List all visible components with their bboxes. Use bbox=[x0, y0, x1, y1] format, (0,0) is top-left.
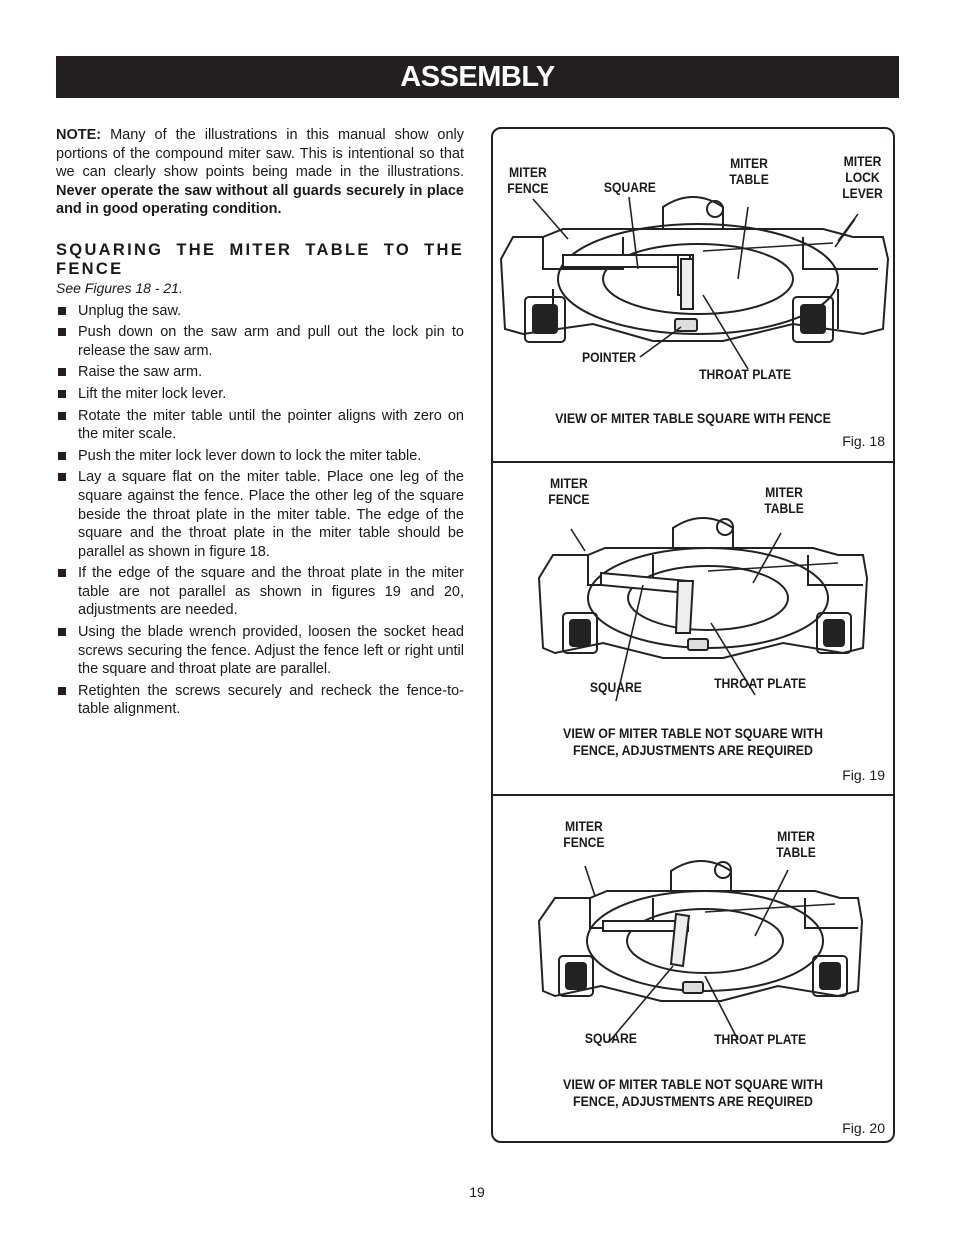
page-number: 19 bbox=[469, 1184, 485, 1200]
list-item: Rotate the miter table until the pointer aligns with zero on the miter scale. bbox=[56, 407, 464, 444]
miter-table-label: MITER TABLE bbox=[729, 156, 769, 187]
figure-caption: VIEW OF MITER TABLE NOT SQUARE WITH FENCE, ADJUSTMENTS ARE REQUIRED bbox=[563, 726, 823, 758]
list-item: Push the miter lock lever down to lock the miter table. bbox=[56, 447, 464, 466]
miter-lock-lever-label: MITER LOCK LEVER bbox=[842, 154, 883, 201]
figure-20-panel bbox=[493, 794, 893, 1145]
list-item: Lay a square flat on the miter table. Place one leg of the square against the fence. Place the other leg of the square beside the throat plate in the miter table. The edge of the square and the throat plate in the miter table should be parallel as shown in figure 18. bbox=[56, 468, 464, 561]
steps-list bbox=[56, 302, 464, 719]
instructions-column bbox=[56, 126, 464, 722]
square-label: SQUARE bbox=[584, 1031, 637, 1046]
list-item: Push down on the saw arm and pull out the lock pin to release the saw arm. bbox=[56, 323, 464, 360]
miter-fence-label: MITER FENCE bbox=[548, 476, 590, 507]
square-label: SQUARE bbox=[589, 680, 642, 695]
miter-fence-label: MITER FENCE bbox=[507, 165, 549, 196]
list-item: Unplug the saw. bbox=[56, 302, 464, 321]
banner-title: ASSEMBLY bbox=[400, 61, 555, 93]
figure-19-panel bbox=[493, 461, 893, 796]
figure-number: Fig. 20 bbox=[842, 1120, 885, 1136]
note-warning: Never operate the saw without all guards securely in place and in good operating condition. bbox=[56, 182, 464, 218]
figure-caption: VIEW OF MITER TABLE NOT SQUARE WITH FENCE, ADJUSTMENTS ARE REQUIRED bbox=[563, 1077, 823, 1109]
figure-caption: VIEW OF MITER TABLE SQUARE WITH FENCE bbox=[555, 411, 831, 426]
note-text: Many of the illustrations in this manual show only portions of the compound miter saw. This is intentional so that we can clearly show points being made in the illustrations. bbox=[56, 127, 464, 181]
note-label: NOTE: bbox=[56, 127, 102, 143]
pointer-label: POINTER bbox=[582, 350, 637, 365]
throat-plate-label: THROAT PLATE bbox=[714, 676, 807, 691]
list-item: If the edge of the square and the throat plate in the miter table are not parallel as shown in figures 19 and 20, adjustments are needed. bbox=[56, 564, 464, 620]
see-figures-reference: See Figures 18 - 21. bbox=[56, 279, 183, 296]
throat-plate-label: THROAT PLATE bbox=[714, 1032, 807, 1047]
figure-number: Fig. 19 bbox=[842, 767, 885, 783]
square-label: SQUARE bbox=[603, 180, 656, 195]
miter-table-label: MITER TABLE bbox=[764, 485, 804, 516]
note-paragraph bbox=[56, 126, 464, 219]
throat-plate-label: THROAT PLATE bbox=[699, 367, 792, 382]
list-item: Retighten the screws securely and recheck the fence-to-table alignment. bbox=[56, 682, 464, 719]
miter-table-label: MITER TABLE bbox=[776, 829, 816, 860]
list-item: Raise the saw arm. bbox=[56, 363, 464, 382]
figure-number: Fig. 18 bbox=[842, 433, 885, 449]
miter-fence-label: MITER FENCE bbox=[563, 819, 605, 850]
section-title: SQUARING THE MITER TABLE TO THE FENCE bbox=[56, 240, 464, 278]
section-banner bbox=[56, 56, 899, 98]
list-item: Using the blade wrench provided, loosen the socket head screws securing the fence. Adjust the fence left or right until the square and throat plate are parallel. bbox=[56, 623, 464, 679]
figure-18-panel bbox=[493, 129, 893, 461]
figures-box bbox=[491, 127, 895, 1143]
list-item: Lift the miter lock lever. bbox=[56, 385, 464, 404]
